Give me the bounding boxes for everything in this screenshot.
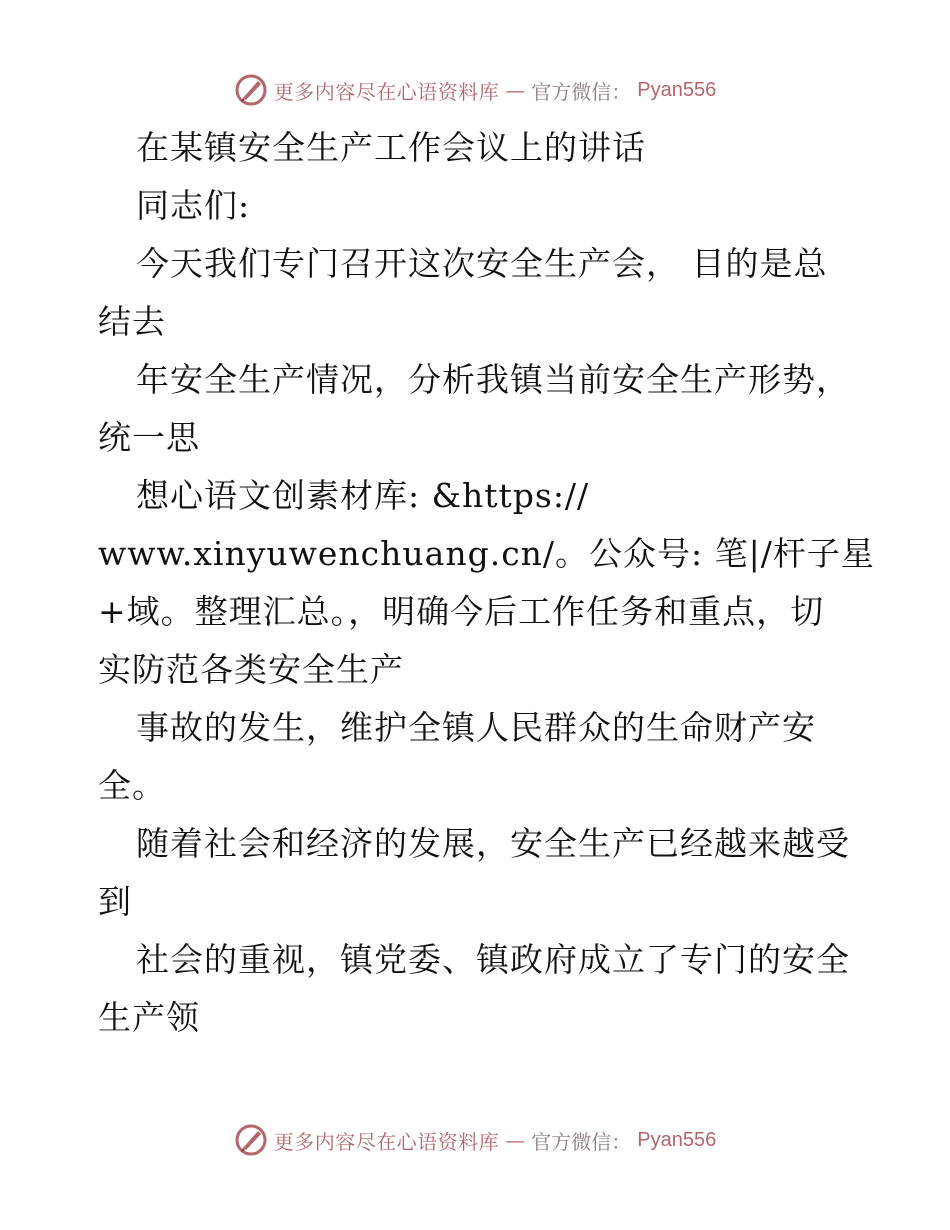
footer-watermark-banner bbox=[0, 1122, 950, 1158]
paragraph-line: 年安全生产情况，分析我镇当前安全生产形势， bbox=[136, 360, 850, 399]
document-title: 在某镇安全生产工作会议上的讲话 bbox=[136, 128, 646, 167]
banner-dash: — bbox=[505, 78, 526, 102]
paragraph-line: www.xinyuwenchuang.cn/。公众号: 笔|/杆子星 bbox=[98, 534, 875, 573]
paragraph-line: 结去 bbox=[98, 302, 166, 341]
paragraph-line: 到 bbox=[98, 882, 132, 921]
paragraph-line: 事故的发生，维护全镇人民群众的生命财产安 bbox=[136, 708, 816, 747]
banner-wechat-label: 官方微信： bbox=[531, 79, 632, 104]
banner-wechat-id: Pyan556 bbox=[637, 78, 717, 101]
paragraph-line: 随着社会和经济的发展，安全生产已经越来越受 bbox=[136, 824, 850, 863]
paragraph-line: 实防范各类安全生产 bbox=[98, 650, 404, 689]
paragraph-line: 统一思 bbox=[98, 418, 200, 457]
paragraph-line: +域。整理汇总。，明确今后工作任务和重点，切 bbox=[98, 592, 825, 631]
header-watermark-banner bbox=[0, 72, 950, 108]
salutation: 同志们: bbox=[136, 186, 251, 225]
quill-pen-logo-icon bbox=[234, 1123, 268, 1157]
banner-text: 更多内容尽在心语资料库 bbox=[273, 79, 500, 104]
paragraph-line: 全。 bbox=[98, 766, 166, 805]
banner-wechat-id: Pyan556 bbox=[637, 1128, 717, 1151]
banner-text: 更多内容尽在心语资料库 bbox=[273, 1129, 500, 1154]
quill-pen-logo-icon bbox=[234, 73, 268, 107]
banner-dash: — bbox=[505, 1128, 526, 1152]
paragraph-line: 今天我们专门召开这次安全生产会， 目的是总 bbox=[136, 244, 828, 283]
paragraph-line: 生产领 bbox=[98, 998, 200, 1037]
paragraph-line: 想心语文创素材库: &https:// bbox=[136, 476, 590, 515]
paragraph-line: 社会的重视，镇党委、镇政府成立了专门的安全 bbox=[136, 940, 850, 979]
banner-wechat-label: 官方微信： bbox=[531, 1129, 632, 1154]
